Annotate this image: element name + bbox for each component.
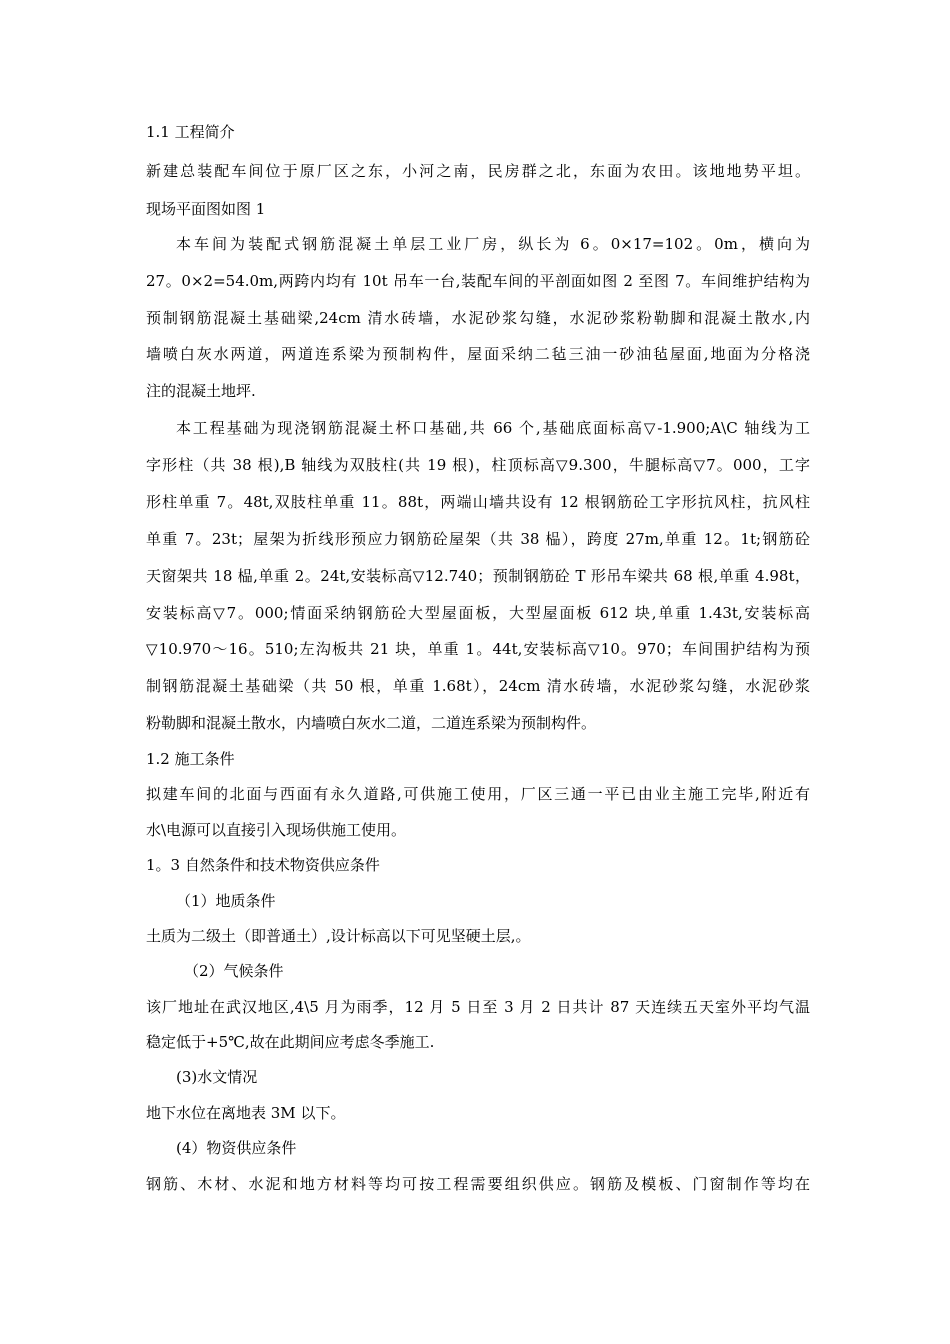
paragraph-line: 27。0×2=54.0m,两跨内均有 10t 吊车一台,装配车间的平剖面如图 2 至图 7。车间维护结构为: [146, 272, 810, 290]
subheading-materials-supply: (4）物资供应条件: [176, 1139, 297, 1157]
paragraph-line: 本车间为装配式钢筋混凝土单层工业厂房，纵长为 6。0×17=102。0m，横向为: [176, 235, 810, 253]
paragraph-line: 新建总装配车间位于原厂区之东，小河之南，民房群之北，东面为农田。该地地势平坦。: [146, 162, 810, 180]
paragraph-line: 水\电源可以直接引入现场供施工使用。: [146, 821, 407, 839]
subheading-climate: （2）气候条件: [184, 962, 284, 980]
paragraph-line: 现场平面图如图 1: [146, 200, 266, 218]
paragraph-line: 形柱单重 7。48t,双肢柱单重 11。88t，两端山墙共设有 12 根钢筋砼工字形抗风柱，抗风柱: [146, 493, 810, 511]
paragraph-line: 本工程基础为现浇钢筋混凝土杯口基础,共 66 个,基础底面标高▽-1.900;A\C 轴线为工: [176, 419, 810, 437]
section-heading-1-1: 1.1 工程简介: [146, 123, 235, 141]
paragraph-line: 天窗架共 18 榀,单重 2。24t,安装标高▽12.740；预制钢筋砼 T 形吊车梁共 68 根,单重 4.98t，: [146, 567, 810, 585]
paragraph-line: 钢筋、木材、水泥和地方材料等均可按工程需要组织供应。钢筋及模板、门窗制作等均在: [146, 1175, 810, 1193]
paragraph-line: 拟建车间的北面与西面有永久道路,可供施工使用，厂区三通一平已由业主施工完毕,附近有: [146, 785, 810, 803]
section-heading-1-3: 1。3 自然条件和技术物资供应条件: [146, 856, 380, 874]
paragraph-line: 安装标高▽7。000;情面采纳钢筋砼大型屋面板，大型屋面板 612 块,单重 1.43t,安装标高: [146, 604, 810, 622]
section-heading-1-2: 1.2 施工条件: [146, 750, 235, 768]
paragraph-line: 字形柱（共 38 根),B 轴线为双肢柱(共 19 根)，柱顶标高▽9.300，牛腿标高▽7。000，工字: [146, 456, 810, 474]
subheading-geology: （1）地质条件: [176, 892, 276, 910]
subheading-hydrology: (3)水文情况: [176, 1068, 258, 1086]
paragraph-line: 该厂地址在武汉地区,4\5 月为雨季，12 月 5 日至 3 月 2 日共计 87 天连续五天室外平均气温: [146, 998, 810, 1016]
paragraph-line: 稳定低于+5℃,故在此期间应考虑冬季施工.: [146, 1033, 435, 1051]
paragraph-line: 注的混凝土地坪.: [146, 382, 256, 400]
paragraph-line: 单重 7。23t；屋架为折线形预应力钢筋砼屋架（共 38 榀），跨度 27m,单重 12。1t;钢筋砼: [146, 530, 810, 548]
paragraph-line: 地下水位在离地表 3M 以下。: [146, 1104, 346, 1122]
paragraph-line: 墙喷白灰水两道，两道连系梁为预制构件，屋面采纳二毡三油一砂油毡屋面,地面为分格浇: [146, 345, 810, 363]
paragraph-line: 粉勒脚和混凝土散水，内墙喷白灰水二道，二道连系梁为预制构件。: [146, 714, 597, 732]
paragraph-line: ▽10.970～16。510;左沟板共 21 块，单重 1。44t,安装标高▽10。970；车间围护结构为预: [146, 640, 810, 658]
paragraph-line: 土质为二级土（即普通土）,设计标高以下可见坚硬土层,。: [146, 927, 531, 945]
paragraph-line: 预制钢筋混凝土基础梁,24cm 清水砖墙，水泥砂浆勾缝，水泥砂浆粉勒脚和混凝土散水,内: [146, 309, 810, 327]
paragraph-line: 制钢筋混凝土基础梁（共 50 根，单重 1.68t），24cm 清水砖墙，水泥砂浆勾缝，水泥砂浆: [146, 677, 810, 695]
